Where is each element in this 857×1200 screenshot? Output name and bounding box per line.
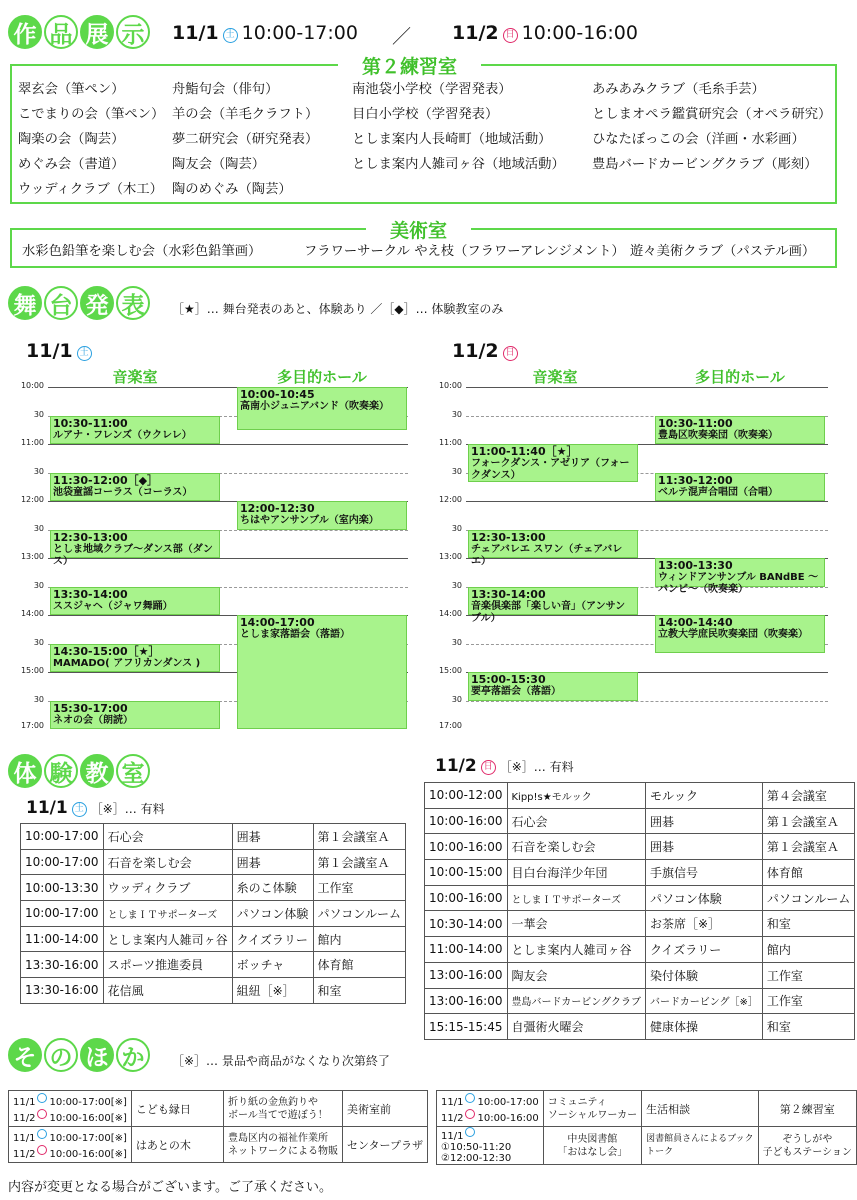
event-name: 高南小ジュニアバンド（吹奏楽） (240, 401, 389, 412)
stage-day1 (26, 340, 96, 362)
time-label: 15:00 (20, 666, 44, 675)
table-cell: 石心会 (103, 824, 232, 850)
room1-item: 羊の会（羊毛クラフト） (172, 107, 319, 122)
table-cell: 目白台海洋少年団 (507, 860, 646, 886)
table-cell: お茶席［※］ (646, 911, 763, 937)
table-row (425, 988, 855, 1014)
desc-line: 折り紙の金魚釣りや (227, 1096, 318, 1108)
other-table-left (8, 1090, 428, 1163)
time-label: 11:00 (438, 438, 462, 447)
table-cell: 囲碁 (232, 824, 313, 850)
date: 11/1 (441, 1096, 464, 1108)
stage-event (468, 444, 638, 482)
room1-title: 第２練習室 (338, 52, 481, 79)
event-time: 15:30-17:00 (53, 701, 128, 715)
event-time: 14:30-15:00［★］ (53, 644, 160, 658)
room1-item: 目白小学校（学習発表） (352, 107, 499, 122)
header-char: 作 (8, 15, 42, 49)
table-cell: クイズラリー (646, 937, 763, 963)
header-char: 台 (44, 286, 78, 320)
table-row (21, 875, 406, 901)
event-name: MAMADO( アフリカンダンス ) (53, 657, 201, 669)
event-time: 11:00-11:40［★］ (471, 445, 578, 458)
room1-item: としま案内人長崎町（地域活動） (352, 132, 552, 147)
table-cell: 10:00-16:00 (425, 808, 508, 834)
sunday-badge: 日 (481, 760, 496, 775)
time-label: 30 (451, 523, 462, 533)
table-cell: 石心会 (507, 808, 646, 834)
time-label: 30 (33, 466, 44, 476)
date: 11/1 (13, 1132, 36, 1144)
other-r2-dates (9, 1127, 132, 1163)
header-char: 発 (80, 286, 114, 320)
other-r1-name: こども縁日 (131, 1091, 223, 1127)
footer-note: 内容が変更となる場合がございます。ご了承ください。 (8, 1180, 332, 1195)
time: 10:00-16:00[※] (49, 1148, 127, 1160)
event-time: 11:30-12:00 (658, 473, 733, 487)
grid-line (48, 444, 408, 445)
other-r2-place: センタープラザ (342, 1127, 427, 1163)
sunday-dot (465, 1109, 475, 1119)
date: 11/2 (13, 1148, 36, 1160)
time-label: 30 (33, 694, 44, 704)
table-cell: 染付体験 (646, 962, 763, 988)
header-char: 舞 (8, 286, 42, 320)
time-label: 30 (33, 523, 44, 533)
table-cell: 11:00-14:00 (21, 926, 104, 952)
table-cell: 第４会議室 (762, 783, 854, 809)
separator: ／ (392, 26, 412, 48)
saturday-dot (37, 1129, 47, 1139)
table-cell: 石音を楽しむ会 (103, 849, 232, 875)
event-time: 10:30-11:00 (53, 416, 128, 430)
time-label: 30 (451, 637, 462, 647)
sunday-badge: 日 (503, 346, 518, 361)
table-row (425, 962, 855, 988)
table-cell: 和室 (313, 978, 405, 1004)
event-time: 12:30-13:00 (53, 530, 128, 544)
other-r3-desc: 生活相談 (642, 1091, 758, 1127)
table-cell: バードカービング［※］ (646, 988, 763, 1014)
time: ②12:00-12:30 (441, 1153, 512, 1164)
other-r1-desc (223, 1091, 342, 1127)
workshop-day1-table (20, 823, 406, 1004)
header-char: ほ (80, 1038, 114, 1072)
table-cell: 第１会議室Ａ (762, 808, 854, 834)
other-r4-place (758, 1127, 856, 1165)
time-label: 10:00 (438, 381, 462, 390)
time-label: 30 (33, 637, 44, 647)
stage-event (50, 644, 220, 673)
room1-item: 南池袋小学校（学習発表） (352, 82, 512, 97)
table-cell: 組紐［※］ (232, 978, 313, 1004)
time-label: 10:00 (20, 381, 44, 390)
d2-col-hall: 多目的ホール (695, 368, 785, 386)
other-r2-name: はあとの木 (131, 1127, 223, 1163)
header-char: 展 (80, 15, 114, 49)
event-time: 14:00-14:40 (658, 616, 733, 629)
name-line: ソーシャルワーカー (547, 1109, 638, 1121)
table-cell: Kipp!s★モルック (507, 783, 646, 809)
stage-event (237, 615, 407, 729)
desc-line: ネットワークによる物販 (227, 1145, 338, 1157)
event-time: 10:00-10:45 (240, 388, 315, 401)
time-label: 17:00 (20, 721, 44, 731)
header-char: 表 (116, 286, 150, 320)
room1-item: 陶楽の会（陶芸） (18, 132, 125, 147)
exhibit-day1-time: 10:00-17:00 (241, 22, 358, 44)
grid-line (466, 701, 828, 702)
stage-event (50, 587, 220, 616)
table-cell: 10:30-14:00 (425, 911, 508, 937)
header-char: 示 (116, 15, 150, 49)
table-cell: 10:00-17:00 (21, 824, 104, 850)
table-cell: としま案内人雑司ヶ谷 (103, 926, 232, 952)
event-name: 立教大学庶民吹奏楽団（吹奏楽） (658, 629, 808, 640)
table-cell: 豊島バードカービングクラブ (507, 988, 646, 1014)
table-cell: 10:00-17:00 (21, 901, 104, 927)
time-label: 30 (33, 580, 44, 590)
table-row (21, 849, 406, 875)
table-cell: 館内 (313, 926, 405, 952)
time: 10:00-17:00[※] (49, 1096, 127, 1108)
table-row (425, 885, 855, 911)
room1-item: ウッディクラブ（木工） (18, 182, 163, 197)
name-line: 中央図書館 (567, 1133, 618, 1145)
stage-event (655, 416, 825, 445)
event-time: 12:00-12:30 (240, 502, 315, 515)
stage-day1-date: 11/1 (26, 340, 73, 362)
date: 11/2 (13, 1112, 36, 1124)
saturday-badge: 土 (72, 802, 87, 817)
time-label: 14:00 (20, 609, 44, 618)
date: 11/1 (13, 1096, 36, 1108)
event-name: 音楽倶楽部「楽しい音」（アンサンブル） (471, 600, 626, 624)
sunday-badge: 日 (503, 28, 518, 43)
table-cell: としま案内人雑司ヶ谷 (507, 937, 646, 963)
table-cell: ボッチャ (232, 952, 313, 978)
table-cell: 工作室 (313, 875, 405, 901)
table-cell: 自彊術火曜会 (507, 1014, 646, 1040)
room1-item: 夢二研究会（研究発表） (172, 132, 319, 147)
room1-item: としまオペラ鑑賞研究会（オペラ研究） (592, 107, 832, 122)
saturday-badge: 土 (223, 28, 238, 43)
other-r1-place: 美術室前 (342, 1091, 427, 1127)
room1-item: 舟鮨句会（俳句） (172, 82, 279, 97)
table-cell: 11:00-14:00 (425, 937, 508, 963)
room1-item: 陶友会（陶芸） (172, 157, 266, 172)
table-cell: 13:00-16:00 (425, 988, 508, 1014)
name-line: コミュニティ (547, 1096, 607, 1108)
table-row (425, 1014, 855, 1040)
time-label: 30 (33, 409, 44, 419)
stage-event (50, 530, 220, 567)
other-note: ［※］… 景品や商品がなくなり次第終了 (172, 1054, 390, 1068)
table-row (425, 834, 855, 860)
stage-event (468, 672, 638, 701)
workshop-day1-date: 11/1 (26, 798, 68, 818)
table-cell: 健康体操 (646, 1014, 763, 1040)
event-time: 12:30-13:00 (471, 530, 546, 544)
stage-day2-date: 11/2 (452, 340, 499, 362)
table-cell: 13:00-16:00 (425, 962, 508, 988)
event-time: 10:30-11:00 (658, 416, 733, 430)
time-label: 11:00 (20, 438, 44, 447)
event-name: としま地域クラブ～ダンス部（ダンス） (53, 543, 213, 567)
table-cell: 囲碁 (646, 808, 763, 834)
d2-col-music: 音楽室 (532, 368, 578, 386)
table-cell: 花信風 (103, 978, 232, 1004)
stage-note: ［★］… 舞台発表のあと、体験あり ／［◆］… 体験教室のみ (172, 302, 504, 316)
event-time: 15:00-15:30 (471, 673, 546, 686)
stage-event (655, 615, 825, 653)
room2-title: 美術室 (366, 216, 471, 243)
exhibit-header (8, 15, 152, 49)
table-cell: 10:00-13:30 (21, 875, 104, 901)
other-header (8, 1038, 152, 1072)
table-cell: 囲碁 (646, 834, 763, 860)
table-cell: 工作室 (762, 988, 854, 1014)
event-name: フォークダンス・アゼリア（フォークダンス） (471, 458, 630, 481)
stage-event (237, 501, 407, 530)
saturday-dot (37, 1093, 47, 1103)
table-cell: 第１会議室Ａ (313, 824, 405, 850)
header-char: 体 (8, 754, 42, 788)
desc-line: 図書館員さんによるブック (646, 1133, 754, 1144)
event-time: 13:30-14:00 (53, 587, 128, 601)
table-cell: としまＩＴサポーターズ (103, 901, 232, 927)
time: 10:00-17:00 (477, 1096, 539, 1108)
other-r2-desc (223, 1127, 342, 1163)
table-cell: 館内 (762, 937, 854, 963)
time-label: 15:00 (438, 666, 462, 675)
event-time: 13:30-14:00 (471, 587, 546, 601)
table-cell: パソコン体験 (232, 901, 313, 927)
header-char: か (116, 1038, 150, 1072)
table-cell: 10:00-12:00 (425, 783, 508, 809)
stage-event (655, 558, 825, 595)
grid-line (466, 501, 828, 502)
time: 10:00-16:00[※] (49, 1112, 127, 1124)
other-r3-dates (437, 1091, 544, 1127)
table-row (425, 783, 855, 809)
other-r3-place: 第２練習室 (758, 1091, 856, 1127)
time-label: 12:00 (438, 495, 462, 504)
table-row (21, 824, 406, 850)
table-cell: パソコンルーム (762, 885, 854, 911)
event-name: 要亭落語会（落語） (471, 686, 561, 697)
stage-event (50, 416, 220, 445)
table-cell: 10:00-16:00 (425, 834, 508, 860)
sunday-dot (37, 1109, 47, 1119)
table-row (21, 926, 406, 952)
stage-event (468, 530, 638, 567)
table-cell: 10:00-17:00 (21, 849, 104, 875)
other-r4-name (543, 1127, 641, 1165)
table-cell: 体育館 (313, 952, 405, 978)
desc-line: トーク (646, 1146, 674, 1157)
event-time: 13:00-13:30 (658, 559, 733, 572)
time-label: 30 (451, 466, 462, 476)
name-line: 「おはなし会」 (557, 1146, 628, 1158)
event-name: ちはやアンサンブル（室内楽） (240, 515, 379, 526)
table-cell: 囲碁 (232, 849, 313, 875)
room2-item: フラワーサークル やえ枝（フラワーアレンジメント） (304, 244, 625, 259)
room1-item: としま案内人雑司ヶ谷（地域活動） (352, 157, 565, 172)
time-label: 30 (451, 409, 462, 419)
table-cell: スポーツ推進委員 (103, 952, 232, 978)
exhibit-day1 (172, 22, 358, 44)
other-r1-dates (9, 1091, 132, 1127)
other-r4-desc (642, 1127, 758, 1165)
stage-event (237, 387, 407, 430)
time-label: 13:00 (438, 552, 462, 561)
table-row (425, 937, 855, 963)
table-cell: パソコン体験 (646, 885, 763, 911)
table-cell: としまＩＴサポーターズ (507, 885, 646, 911)
time-label: 12:00 (20, 495, 44, 504)
room1-item: 豊島バードカービングクラブ（彫刻） (592, 157, 818, 172)
room2-item: 水彩色鉛筆を楽しむ会（水彩色鉛筆画） (22, 244, 262, 259)
time-label: 30 (451, 694, 462, 704)
event-name: ススジャヘ（ジャワ舞踊） (53, 600, 173, 612)
other-r4-dates (437, 1127, 544, 1165)
event-time: 11:30-12:00［◆］ (53, 473, 159, 487)
stage-event (468, 587, 638, 624)
saturday-dot (465, 1093, 475, 1103)
exhibit-day2 (452, 22, 638, 44)
room1-item: 翠玄会（筆ペン） (18, 82, 125, 97)
table-row (425, 860, 855, 886)
table-cell: クイズラリー (232, 926, 313, 952)
workshop-day2-date: 11/2 (435, 756, 477, 776)
table-cell: 陶友会 (507, 962, 646, 988)
room2-item: 遊々美術クラブ（パステル画） (630, 244, 816, 259)
time-label: 14:00 (438, 609, 462, 618)
header-char: 室 (116, 754, 150, 788)
stage-header (8, 286, 152, 320)
table-cell: 10:00-15:00 (425, 860, 508, 886)
time: ①10:50-11:20 (441, 1142, 512, 1153)
table-cell: 13:30-16:00 (21, 978, 104, 1004)
saturday-dot (465, 1127, 475, 1137)
stage-event (655, 473, 825, 502)
d1-col-music: 音楽室 (112, 368, 158, 386)
header-char: そ (8, 1038, 42, 1072)
table-row (425, 808, 855, 834)
event-name: チェアバレエ スワン（チェアバレエ） (471, 543, 623, 567)
room1-item: こでまりの会（筆ペン） (18, 107, 165, 122)
event-name: ベルテ混声合唱団（合唱） (658, 486, 778, 498)
desc-line: ボール当てで遊ぼう！ (227, 1109, 328, 1121)
table-row (21, 901, 406, 927)
place-line: 子どもステーション (762, 1146, 852, 1158)
table-row (21, 952, 406, 978)
stage-event (50, 701, 220, 730)
stage-event (50, 473, 220, 502)
table-cell: 一華会 (507, 911, 646, 937)
event-name: ルアナ・フレンズ（ウクレレ） (53, 429, 192, 441)
table-cell: ウッディクラブ (103, 875, 232, 901)
other-r3-name (543, 1091, 641, 1127)
d1-col-hall: 多目的ホール (277, 368, 367, 386)
table-cell: 10:00-16:00 (425, 885, 508, 911)
exhibit-day2-date: 11/2 (452, 22, 499, 44)
table-cell: 15:15-15:45 (425, 1014, 508, 1040)
grid-line (466, 387, 828, 388)
table-cell: 工作室 (762, 962, 854, 988)
other-table-right (436, 1090, 857, 1165)
table-cell: 第１会議室Ａ (313, 849, 405, 875)
place-line: ぞうしがや (782, 1133, 833, 1145)
room1-item: あみあみクラブ（毛糸手芸） (592, 82, 765, 97)
table-row (21, 978, 406, 1004)
time-label: 30 (451, 580, 462, 590)
table-cell: 和室 (762, 911, 854, 937)
table-cell: 和室 (762, 1014, 854, 1040)
header-char: 験 (44, 754, 78, 788)
table-cell: モルック (646, 783, 763, 809)
event-name: ウィンドアンサンブル BANdBE ～バンビ～（吹奏楽） (658, 572, 819, 595)
event-name: 豊島区吹奏楽団（吹奏楽） (658, 429, 778, 441)
room1-item: めぐみ会（書道） (18, 157, 125, 172)
date: 11/1 (441, 1131, 464, 1142)
table-row (425, 911, 855, 937)
exhibit-day2-time: 10:00-16:00 (521, 22, 638, 44)
room1-item: 陶のめぐみ（陶芸） (172, 182, 292, 197)
time: 10:00-16:00 (477, 1112, 539, 1124)
workshop-day2 (435, 756, 574, 776)
saturday-badge: 土 (77, 346, 92, 361)
workshop-day2-table (424, 782, 855, 1040)
stage-day2 (452, 340, 522, 362)
header-char: 教 (80, 754, 114, 788)
event-name: としま家落語会（落語） (240, 629, 350, 640)
table-cell: 第１会議室Ａ (762, 834, 854, 860)
time-label: 13:00 (20, 552, 44, 561)
workshop-day1 (26, 798, 165, 818)
workshop-day1-note: ［※］… 有料 (90, 802, 165, 816)
time: 10:00-17:00[※] (49, 1132, 127, 1144)
table-cell: 体育館 (762, 860, 854, 886)
table-cell: 13:30-16:00 (21, 952, 104, 978)
desc-line: 豊島区内の福祉作業所 (227, 1132, 328, 1144)
table-cell: 石音を楽しむ会 (507, 834, 646, 860)
event-name: 池袋童謡コーラス（コーラス） (53, 486, 193, 498)
header-char: の (44, 1038, 78, 1072)
header-char: 品 (44, 15, 78, 49)
room1-item: ひなたぼっこの会（洋画・水彩画） (592, 132, 805, 147)
event-name: ネオの会（朗読） (53, 714, 133, 726)
date: 11/2 (441, 1112, 464, 1124)
event-time: 14:00-17:00 (240, 616, 315, 629)
exhibit-sep (392, 22, 411, 49)
workshop-header (8, 754, 152, 788)
sunday-dot (37, 1145, 47, 1155)
exhibit-day1-date: 11/1 (172, 22, 219, 44)
table-cell: 手旗信号 (646, 860, 763, 886)
table-cell: 糸のこ体験 (232, 875, 313, 901)
table-cell: パソコンルーム (313, 901, 405, 927)
time-label: 17:00 (438, 721, 462, 731)
workshop-day2-note: ［※］… 有料 (499, 760, 574, 774)
